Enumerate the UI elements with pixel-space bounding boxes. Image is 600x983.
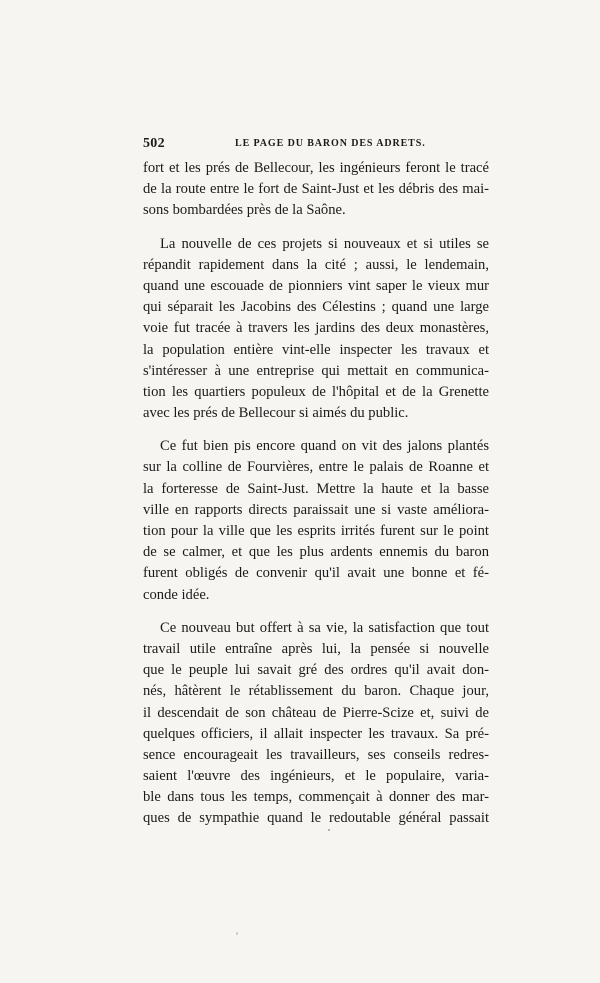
paper-speck	[328, 829, 330, 831]
text-line: sence encourageait les travailleurs, ses conseils redres-	[143, 746, 489, 763]
text-line: Ce nouveau but offert à sa vie, la satisfaction que tout	[160, 619, 489, 636]
text-line: ble dans tous les temps, commençait à donner des mar-	[143, 789, 489, 806]
text-line: répandit rapidement dans la cité ; aussi, le lendemain,	[143, 256, 489, 273]
text-line: voie fut tracée à travers les jardins des deux monastères,	[143, 320, 489, 337]
paper-speck	[236, 932, 238, 935]
text-line: La nouvelle de ces projets si nouveaux et si utiles se	[160, 235, 489, 252]
text-line: Ce fut bien pis encore quand on vit des jalons plantés	[160, 438, 489, 455]
text-line: furent obligés de convenir qu'il avait une bonne et fé-	[143, 565, 489, 582]
paragraph	[143, 436, 489, 606]
text-line: sur la colline de Fourvières, entre le palais de Roanne et	[143, 459, 489, 476]
text-line: nés, hâtèrent le rétablissement du baron. Chaque jour,	[143, 683, 489, 700]
page-header	[143, 136, 489, 154]
body-text	[143, 158, 489, 830]
text-line: tion les quartiers populeux de l'hôpital et de la Grenette	[143, 383, 489, 400]
text-line: il descendait de son château de Pierre-Scize et, suivi de	[143, 704, 489, 721]
text-line: ques de sympathie quand le redoutable général passait	[143, 810, 489, 827]
page-number: 502	[143, 136, 165, 151]
text-line: que le peuple lui savait gré des ordres qu'il avait don-	[143, 662, 489, 679]
paragraph-gap	[143, 222, 489, 234]
text-line: de se calmer, et que les plus ardents ennemis du baron	[143, 544, 489, 561]
text-line: qui séparait les Jacobins des Célestins ; quand une large	[143, 299, 489, 316]
text-line: avec les prés de Bellecour si aimés du public.	[143, 405, 409, 422]
paragraph	[143, 618, 489, 830]
text-line: quelques officiers, il allait inspecter les travaux. Sa pré-	[143, 725, 489, 742]
paragraph	[143, 234, 489, 425]
paragraph-gap	[143, 424, 489, 436]
paragraph-gap	[143, 606, 489, 618]
text-line: fort et les prés de Bellecour, les ingénieurs feront le tracé	[143, 160, 489, 176]
text-line: saient l'œuvre des ingénieurs, et le populaire, varia-	[143, 768, 489, 785]
text-line: la population entière vint-elle inspecter les travaux et	[143, 341, 489, 358]
text-line: s'intéresser à une entreprise qui mettait en communica-	[143, 362, 489, 379]
text-line: de la route entre le fort de Saint-Just et les débris des mai-	[143, 181, 489, 198]
text-line: travail utile entraîne après lui, la pensée si nouvelle	[143, 640, 489, 657]
text-line: quand une escouade de pionniers vint saper le vieux mur	[143, 277, 489, 294]
text-line: ville en rapports directs paraissait une si vaste améliora-	[143, 501, 489, 518]
text-line: conde idée.	[143, 586, 210, 603]
paragraph	[143, 158, 489, 222]
text-line: sons bombardées près de la Saône.	[143, 202, 346, 219]
text-line: tion pour la ville que les esprits irrités furent sur le point	[143, 523, 489, 539]
running-title: LE PAGE DU BARON DES ADRETS.	[235, 138, 426, 149]
text-line: la forteresse de Saint-Just. Mettre la haute et la basse	[143, 480, 489, 497]
